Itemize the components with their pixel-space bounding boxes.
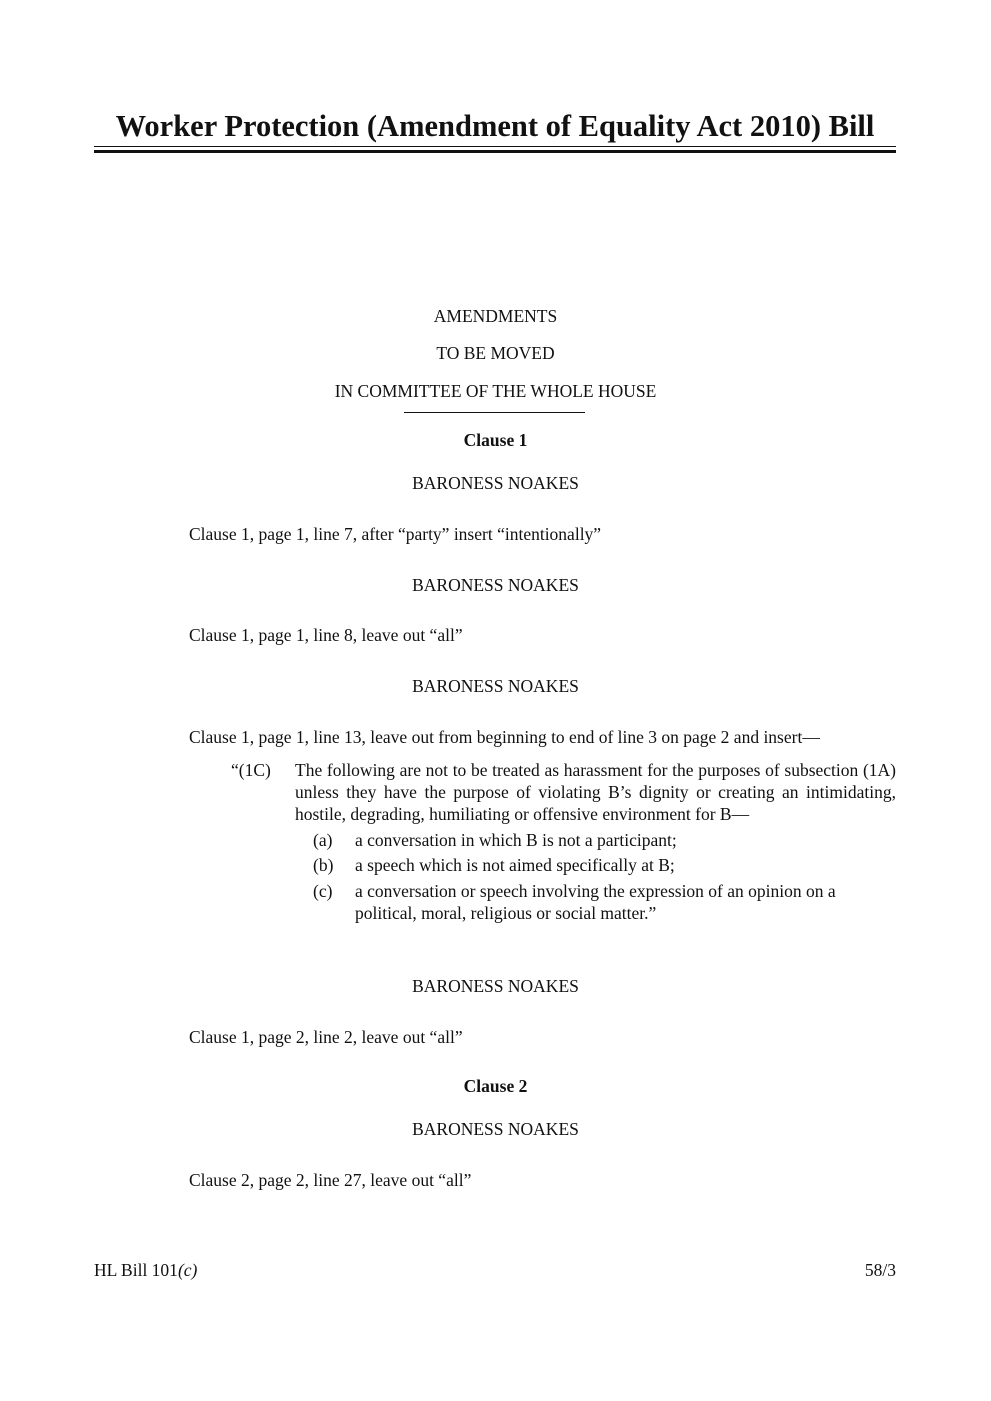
mover-name: BARONESS NOAKES bbox=[412, 676, 579, 696]
item-text: a conversation in which B is not a participant; bbox=[355, 829, 677, 850]
amendment-text: Clause 2, page 2, line 27, leave out “all” bbox=[189, 1170, 472, 1190]
heading-committee: IN COMMITTEE OF THE WHOLE HOUSE bbox=[334, 381, 657, 401]
mover-name: BARONESS NOAKES bbox=[412, 575, 579, 595]
title-rule-thin bbox=[94, 146, 896, 147]
heading-rule bbox=[404, 412, 585, 413]
subsection-item bbox=[313, 829, 896, 851]
inserted-subsection bbox=[231, 759, 896, 924]
subsection-body: The following are not to be treated as harassment for the purposes of subsection (1A) unless they have the purpose of violating B’s dignity or creating an intimidating, hostile, degrading, humiliating or offensive environment for B— bbox=[295, 760, 896, 824]
subsection-item bbox=[313, 880, 896, 924]
heading-amendments: AMENDMENTS bbox=[433, 306, 558, 326]
mover-name: BARONESS NOAKES bbox=[412, 1119, 579, 1139]
title-rule-thick bbox=[94, 150, 896, 153]
item-text: a conversation or speech involving the expression of an opinion on a political, moral, religious or social matter.” bbox=[355, 880, 836, 923]
clause-1-heading: Clause 1 bbox=[463, 430, 528, 450]
amendment-text: Clause 1, page 2, line 2, leave out “all” bbox=[189, 1027, 463, 1047]
clause-2-heading: Clause 2 bbox=[463, 1076, 528, 1096]
item-label: (a) bbox=[313, 829, 333, 850]
bill-title: Worker Protection (Amendment of Equality Act 2010) Bill bbox=[115, 109, 875, 143]
subsection-number: “(1C) bbox=[231, 760, 271, 780]
footer-bill-number bbox=[94, 1259, 197, 1281]
item-text: a speech which is not aimed specifically at B; bbox=[355, 855, 675, 875]
amendment-text: Clause 1, page 1, line 8, leave out “all” bbox=[189, 625, 463, 645]
bill-number: HL Bill 101 bbox=[94, 1260, 178, 1280]
amendment-text: Clause 1, page 1, line 13, leave out from beginning to end of line 3 on page 2 and insert— bbox=[189, 727, 820, 747]
bill-suffix: (c) bbox=[177, 1260, 198, 1280]
mover-name: BARONESS NOAKES bbox=[412, 473, 579, 493]
heading-to-be-moved: TO BE MOVED bbox=[436, 343, 555, 363]
subsection-item bbox=[313, 854, 896, 876]
item-label: (b) bbox=[313, 855, 334, 875]
item-label: (c) bbox=[313, 880, 333, 901]
footer-page-ref: 58/3 bbox=[864, 1260, 896, 1280]
mover-name: BARONESS NOAKES bbox=[412, 976, 579, 996]
amendment-text: Clause 1, page 1, line 7, after “party” insert “intentionally” bbox=[189, 524, 602, 544]
